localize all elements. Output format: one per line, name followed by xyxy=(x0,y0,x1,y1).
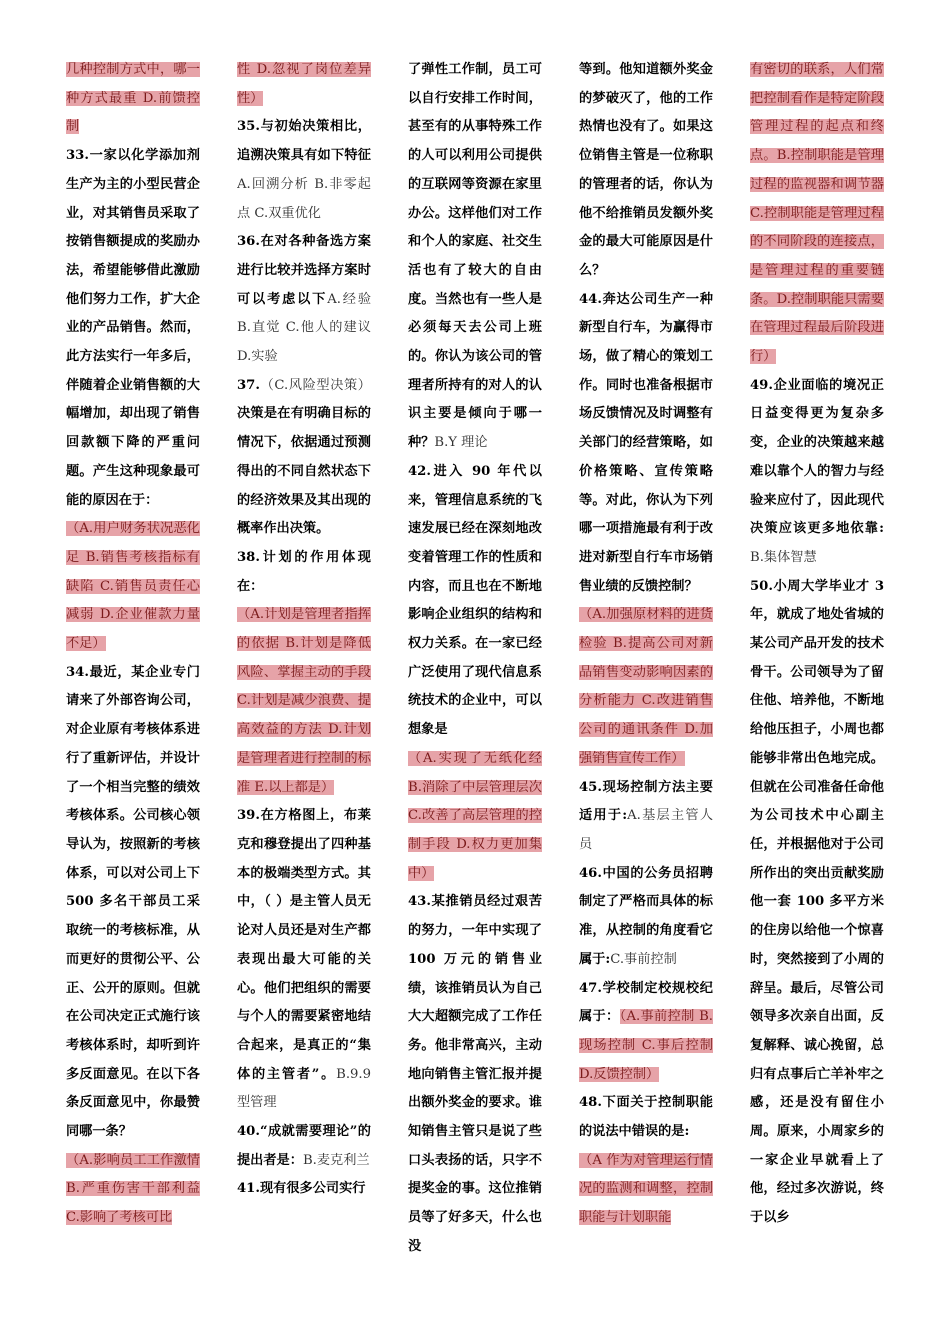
question-35 xyxy=(237,113,371,228)
question-40 xyxy=(237,1118,371,1175)
answer-44: （A.加强原材料的进货检验 B.提高公司对新品销售变动影响因素的分析能力 C.改进销售公司的通讯条件 D.加强销售宣传工作） xyxy=(579,607,713,766)
question-50: 50.小周大学毕业才 3 年，就成了地处省城的某公司产品开发的技术骨干。公司领导为了留住他、培养他，不断地给他压担子，小周也都能够非常出色地完成。但就在公司准备任命他为公司技术中心副主任，并根据他对于公司所作出的突出贡献奖励他一套 100 多平方米的住房以给他一个惊喜时，突然接到了小周的辞呈。最后，尽管公司领导多次亲自出面，反复解释、诚心挽留，总归有点事后亡羊补牢之感，还是没有留住小周。原来，小周家乡的一家企业早就看上了他，经过多次游说，终于以乡 xyxy=(750,578,884,1226)
question-34: 34.最近，某企业专门请来了外部咨询公司，对企业原有考核体系进行了重新评估，并设计了一个相当完整的绩效考核体系。公司核心领导认为，按照新的考核体系，可以对公司上下 500 多名干部员工采取统一的考核标准，从而更好的贯彻公平、公正、公开的原则。但就在公司决定正式施行该考核体系时，却听到许多反面意见。在以下各条反面意见中，你最赞同哪一条？ xyxy=(66,664,200,1140)
answer-45: A.基层主管人员 xyxy=(579,808,713,852)
text-column-1 xyxy=(66,56,200,1336)
answer-42: （A.实现了无纸化经 B.消除了中层管理层次 C.改善了高层管理的控制手段 D.权力更加集中） xyxy=(408,750,542,881)
question-40-text: 40.“成就需要理论”的提出者是： xyxy=(237,1124,371,1168)
question-36 xyxy=(237,228,371,372)
answer-39: B.9.9 型管理 xyxy=(237,1066,371,1111)
question-41-text: 了弹性工作制，员工可以自行安排工作时间，甚至有的从事特殊工作的人可以利用公司提供的互联网等资源在家里办公。这样他们对工作和个人的家庭、社交生活也有了较大的自由度。当然也有一些人是必须每天去公司上班的。你认为该公司的管理者所持有的对人的认识主要是倾向于哪一种？ xyxy=(408,62,542,451)
text-column-2 xyxy=(237,56,371,1336)
answer-47: （A.事前控制 B.现场控制 C.事后控制 D.反馈控制） xyxy=(579,1009,713,1082)
text-column-4 xyxy=(579,56,713,1336)
question-36-text: 36.在对各种备选方案进行比较并选择方案时可以考虑以下 xyxy=(237,234,371,307)
question-44: 44.奔达公司生产一种新型自行车，为赢得市场，做了精心的策划工作。同时也准备根据市场反馈情况及时调整有关部门的经营策略，如价格策略、宣传策略等。对此，你认为下列哪一项措施最有利于改进对新型自行车市场销售业绩的反馈控制？ xyxy=(579,291,713,594)
answer-40: B.麦克利兰 xyxy=(302,1152,370,1168)
answer-37: （C.风险型决策） xyxy=(259,377,371,393)
answer-46: C.事前控制 xyxy=(610,951,677,967)
question-45-text: 45.现场控制方法主要适用于: xyxy=(579,779,713,824)
answer-38: （A.计划是管理者指挥的依据 B.计划是降低风险、掌握主动的手段 C.计划是减少浪费、提高效益的方法 D.计划是管理者进行控制的标准 E.以上都是） xyxy=(237,607,371,795)
answer-34: （A.影响员工工作激情 B.严重伤害干部利益 C.影响了考核可比 xyxy=(66,1152,200,1226)
question-45 xyxy=(579,774,713,860)
answer-36: A.经验 B.直觉 C.他人的建议 D.实验 xyxy=(237,291,371,365)
answer-35: A.回溯分析 B.非零起点 C.双重优化 xyxy=(237,176,371,221)
text-column-5 xyxy=(750,56,884,1336)
answer-48: （A 作为对管理运行情况的监测和调整，控制职能与计划职能 xyxy=(579,1152,713,1226)
question-43-continued: 等到。他知道额外奖金的梦破灭了，他的工作热情也没有了。如果这位销售主管是一位称职的管理者的话，你认为他不给推销员发额外奖金的最大可能原因是什么？ xyxy=(579,62,713,278)
text-column-3 xyxy=(408,56,542,1336)
question-41: 41.现有很多公司实行 xyxy=(237,1181,366,1197)
question-48: 48.下面关于控制职能的说法中错误的是: xyxy=(579,1095,713,1140)
question-47 xyxy=(579,975,713,1090)
question-49-text: 49.企业面临的境况正日益变得更为复杂多变，企业的决策越来越难以靠个人的智力与经验来应付了，因此现代决策应该更多地依靠: xyxy=(750,377,884,537)
answer-34-continued: 性 D.忽视了岗位差异性） xyxy=(237,62,371,106)
answer-48-continued: 有密切的联系，人们常把控制看作是特定阶段管理过程的起点和终点。B.控制职能是管理过程的监视器和调节器 C.控制职能是管理过程的不同阶段的连接点，是管理过程的重要链条。D.控制职能只需要在管理过程最后阶段进行） xyxy=(750,62,884,365)
question-39 xyxy=(237,802,371,1118)
question-35-text: 35.与初始决策相比，追溯决策具有如下特征 xyxy=(237,119,371,164)
question-46 xyxy=(579,860,713,975)
question-37-number: 37. xyxy=(237,377,260,393)
answer-text: 几种控制方式中，哪一种方式最重 D.前馈控制 xyxy=(66,62,200,135)
question-37 xyxy=(237,372,371,544)
question-42: 42.进入 90 年代以来，管理信息系统的飞速发展已经在深刻地改变着管理工作的性质和内容，而且也在不断地影响企业组织的结构和权力关系。在一家已经广泛使用了现代信息系统技术的企业中，可以想象是 xyxy=(408,463,542,738)
question-49 xyxy=(750,372,884,573)
question-33: 33.一家以化学添加剂生产为主的小型民营企业，对其销售员采取了按销售额提成的奖励办法，希望能够借此激励他们努力工作，扩大企业的产品销售。然而，此方法实行一年多后，伴随着企业销售额的大幅增加，却出现了销售回款额下降的严重问题。产生这种现象最可能的原因在于： xyxy=(66,148,200,508)
question-37-text: 决策是在有明确目标的情况下，依据通过预测得出的不同自然状态下的经济效果及其出现的概率作出决策。 xyxy=(237,406,371,537)
answer-49: B.集体智慧 xyxy=(750,549,817,565)
question-43: 43.某推销员经过艰苦的努力，一年中实现了 100 万元的销售业绩，该推销员认为自己大大超额完成了工作任务。他非常高兴，主动地向销售主管汇报并提出额外奖金的要求。谁知销售主管只是说了些口头表扬的话，只字不提奖金的事。这位推销员等了好多天，什么也没 xyxy=(408,894,542,1254)
question-39-text: 39.在方格图上，布莱克和穆登提出了四种基本的极端类型方式。其中，（ ）是主管人员无论对人员还是对生产都表现出最大可能的关心。他们把组织的需要与个人的需要紧密地结合起来，是真正的“集体的主管者”。 xyxy=(237,808,371,1082)
answer-33: （A.用户财务状况恶化足 B.销售考核指标有缺陷 C.销售员责任心减弱 D.企业催款力量不足） xyxy=(66,521,200,652)
answer-41: B.Y 理论 xyxy=(434,435,488,451)
question-46-text: 46.中国的公务员招聘制定了严格而具体的标准，从控制的角度看它属于: xyxy=(579,865,713,967)
question-38: 38.计划的作用体现在： xyxy=(237,549,371,594)
question-41-continued xyxy=(408,56,542,458)
question-47-text: 47.学校制定校规校纪属于： xyxy=(579,980,713,1025)
